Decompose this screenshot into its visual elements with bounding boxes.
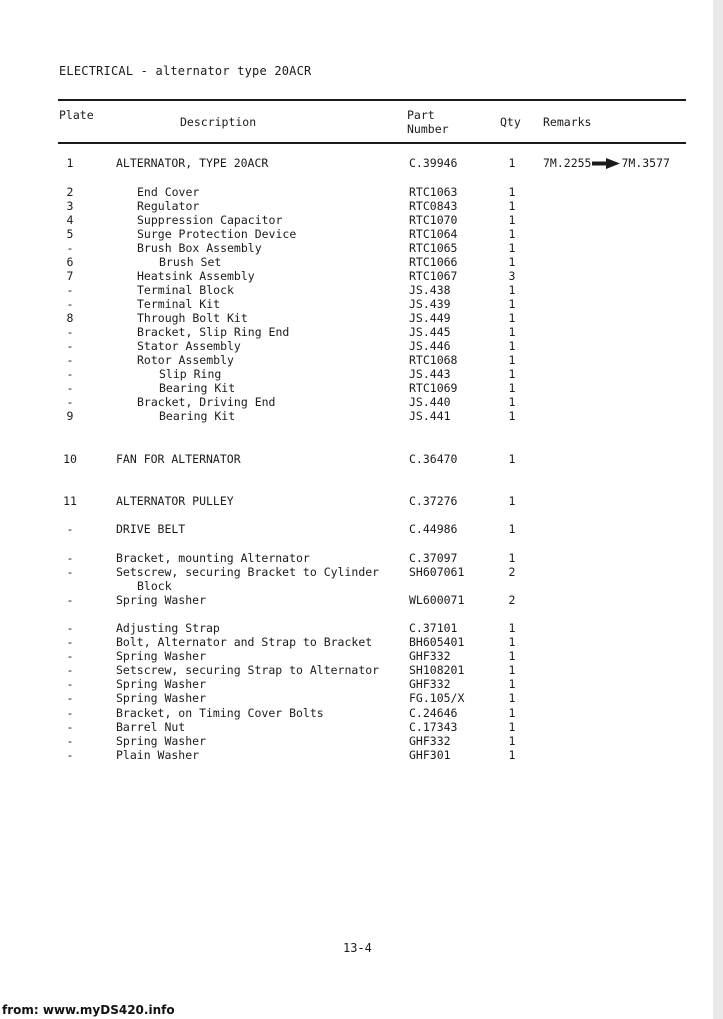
plate-cell: - <box>66 565 74 579</box>
part-number-cell: GHF332 <box>409 677 451 691</box>
qty-cell: 1 <box>508 635 516 649</box>
part-number-cell: C.44986 <box>409 522 458 536</box>
qty-cell: 1 <box>508 199 516 213</box>
table-row <box>0 551 713 565</box>
plate-cell: - <box>66 593 74 607</box>
table-row <box>0 325 713 339</box>
header-description: Description <box>180 115 257 129</box>
qty-cell: 1 <box>508 213 516 227</box>
qty-cell: 1 <box>508 677 516 691</box>
qty-cell: 1 <box>508 381 516 395</box>
part-number-cell: RTC1064 <box>409 227 458 241</box>
description-cell: DRIVE BELT <box>116 522 186 536</box>
description-cell: Suppression Capacitor <box>137 213 283 227</box>
qty-cell: 1 <box>508 395 516 409</box>
part-number-cell: JS.438 <box>409 283 451 297</box>
plate-cell: 9 <box>66 409 74 423</box>
table-row <box>0 199 713 213</box>
part-number-cell: RTC0843 <box>409 199 458 213</box>
description-cell: Setscrew, securing Strap to Alternator <box>116 663 380 677</box>
description-cell: Heatsink Assembly <box>137 269 255 283</box>
table-row <box>0 565 713 579</box>
part-number-cell: JS.446 <box>409 339 451 353</box>
qty-cell: 1 <box>508 409 516 423</box>
remarks-cell <box>543 156 670 170</box>
description-cell: Through Bolt Kit <box>137 311 248 325</box>
part-number-cell: C.24646 <box>409 706 458 720</box>
part-number-cell: FG.105/X <box>409 691 465 705</box>
description-cell: Terminal Block <box>137 283 234 297</box>
table-top-rule <box>58 99 686 101</box>
description-cell: Spring Washer <box>116 677 207 691</box>
remark-to: 7M.3577 <box>621 156 670 170</box>
table-row <box>0 227 713 241</box>
qty-cell: 1 <box>508 452 516 466</box>
table-row <box>0 663 713 677</box>
qty-cell: 1 <box>508 185 516 199</box>
table-row <box>0 269 713 283</box>
page-title: ELECTRICAL - alternator type 20ACR <box>59 64 312 78</box>
qty-cell: 1 <box>508 241 516 255</box>
table-row <box>0 691 713 705</box>
plate-cell: - <box>66 621 74 635</box>
qty-cell: 1 <box>508 691 516 705</box>
part-number-cell: RTC1070 <box>409 213 458 227</box>
table-row <box>0 593 713 607</box>
description-cell: Block <box>137 579 172 593</box>
plate-cell: 5 <box>66 227 74 241</box>
plate-cell: 8 <box>66 311 74 325</box>
description-cell: Adjusting Strap <box>116 621 220 635</box>
plate-cell: - <box>66 395 74 409</box>
part-number-cell: SH108201 <box>409 663 465 677</box>
table-row <box>0 452 713 466</box>
description-cell: Setscrew, securing Bracket to Cylinder <box>116 565 380 579</box>
plate-cell: - <box>66 339 74 353</box>
header-plate: Plate <box>59 108 94 122</box>
plate-cell: - <box>66 663 74 677</box>
part-number-cell: BH605401 <box>409 635 465 649</box>
qty-cell: 1 <box>508 353 516 367</box>
description-cell: Regulator <box>137 199 200 213</box>
description-cell: FAN FOR ALTERNATOR <box>116 452 241 466</box>
part-number-cell: JS.449 <box>409 311 451 325</box>
part-number-cell: C.36470 <box>409 452 458 466</box>
qty-cell: 1 <box>508 255 516 269</box>
table-row <box>0 635 713 649</box>
part-number-cell: SH607061 <box>409 565 465 579</box>
part-number-cell: RTC1066 <box>409 255 458 269</box>
part-number-cell: C.17343 <box>409 720 458 734</box>
part-number-cell: C.37101 <box>409 621 458 635</box>
description-cell: Spring Washer <box>116 691 207 705</box>
source-footer: from: www.myDS420.info <box>2 1003 175 1017</box>
qty-cell: 2 <box>508 565 516 579</box>
table-row <box>0 677 713 691</box>
table-row <box>0 649 713 663</box>
description-cell: ALTERNATOR, TYPE 20ACR <box>116 156 269 170</box>
plate-cell: - <box>66 367 74 381</box>
qty-cell: 1 <box>508 311 516 325</box>
plate-cell: 1 <box>66 156 74 170</box>
plate-cell: 3 <box>66 199 74 213</box>
qty-cell: 1 <box>508 325 516 339</box>
plate-cell: 2 <box>66 185 74 199</box>
page-number: 13-4 <box>343 941 372 955</box>
header-part <box>407 108 449 136</box>
plate-cell: - <box>66 635 74 649</box>
plate-cell: - <box>66 677 74 691</box>
plate-cell: - <box>66 720 74 734</box>
qty-cell: 1 <box>508 156 516 170</box>
qty-cell: 1 <box>508 339 516 353</box>
table-row <box>0 339 713 353</box>
table-row <box>0 720 713 734</box>
table-row <box>0 522 713 536</box>
table-row <box>0 297 713 311</box>
plate-cell: - <box>66 649 74 663</box>
part-number-cell: RTC1065 <box>409 241 458 255</box>
table-row <box>0 185 713 199</box>
scan-edge <box>713 0 723 1019</box>
plate-cell: - <box>66 691 74 705</box>
description-cell: End Cover <box>137 185 200 199</box>
table-row <box>0 494 713 508</box>
qty-cell: 2 <box>508 593 516 607</box>
qty-cell: 1 <box>508 649 516 663</box>
qty-cell: 1 <box>508 720 516 734</box>
plate-cell: - <box>66 551 74 565</box>
header-part-line1: Part <box>407 108 435 122</box>
description-cell: Brush Box Assembly <box>137 241 262 255</box>
table-row <box>0 241 713 255</box>
qty-cell: 1 <box>508 367 516 381</box>
qty-cell: 1 <box>508 551 516 565</box>
header-qty: Qty <box>500 115 521 129</box>
part-number-cell: JS.445 <box>409 325 451 339</box>
description-cell: Bracket, mounting Alternator <box>116 551 310 565</box>
table-row <box>0 395 713 409</box>
qty-cell: 3 <box>508 269 516 283</box>
description-cell: Slip Ring <box>159 367 222 381</box>
table-row <box>0 748 713 762</box>
description-cell: Barrel Nut <box>116 720 186 734</box>
part-number-cell: JS.443 <box>409 367 451 381</box>
description-cell: Rotor Assembly <box>137 353 234 367</box>
header-remarks: Remarks <box>543 115 592 129</box>
part-number-cell: RTC1063 <box>409 185 458 199</box>
qty-cell: 1 <box>508 227 516 241</box>
description-cell: Bracket, on Timing Cover Bolts <box>116 706 324 720</box>
table-row <box>0 283 713 297</box>
table-row <box>0 353 713 367</box>
table-row-continuation <box>0 579 713 593</box>
plate-cell: - <box>66 748 74 762</box>
remark-from: 7M.2255 <box>543 156 592 170</box>
description-cell: Bolt, Alternator and Strap to Bracket <box>116 635 373 649</box>
table-row <box>0 409 713 423</box>
table-row <box>0 311 713 325</box>
description-cell: Surge Protection Device <box>137 227 297 241</box>
description-cell: ALTERNATOR PULLEY <box>116 494 234 508</box>
qty-cell: 1 <box>508 297 516 311</box>
part-number-cell: GHF332 <box>409 649 451 663</box>
part-number-cell: JS.440 <box>409 395 451 409</box>
description-cell: Plain Washer <box>116 748 200 762</box>
description-cell: Bearing Kit <box>159 409 236 423</box>
table-header-rule <box>58 142 686 144</box>
plate-cell: - <box>66 297 74 311</box>
part-number-cell: C.37097 <box>409 551 458 565</box>
header-part-line2: Number <box>407 122 449 136</box>
table-row <box>0 255 713 269</box>
description-cell: Stator Assembly <box>137 339 241 353</box>
table-row <box>0 156 713 170</box>
part-number-cell: GHF301 <box>409 748 451 762</box>
plate-cell: 7 <box>66 269 74 283</box>
qty-cell: 1 <box>508 734 516 748</box>
description-cell: Spring Washer <box>116 649 207 663</box>
part-number-cell: JS.439 <box>409 297 451 311</box>
description-cell: Spring Washer <box>116 734 207 748</box>
right-arrow-icon <box>592 158 620 169</box>
plate-cell: 10 <box>63 452 77 466</box>
description-cell: Bearing Kit <box>159 381 236 395</box>
plate-cell: - <box>66 241 74 255</box>
table-row <box>0 213 713 227</box>
plate-cell: - <box>66 353 74 367</box>
plate-cell: - <box>66 325 74 339</box>
description-cell: Spring Washer <box>116 593 207 607</box>
part-number-cell: JS.441 <box>409 409 451 423</box>
part-number-cell: C.37276 <box>409 494 458 508</box>
plate-cell: 11 <box>63 494 77 508</box>
plate-cell: - <box>66 522 74 536</box>
plate-cell: 6 <box>66 255 74 269</box>
qty-cell: 1 <box>508 621 516 635</box>
plate-cell: - <box>66 734 74 748</box>
description-cell: Brush Set <box>159 255 222 269</box>
qty-cell: 1 <box>508 706 516 720</box>
part-number-cell: RTC1069 <box>409 381 458 395</box>
description-cell: Terminal Kit <box>137 297 221 311</box>
qty-cell: 1 <box>508 494 516 508</box>
qty-cell: 1 <box>508 283 516 297</box>
part-number-cell: GHF332 <box>409 734 451 748</box>
part-number-cell: RTC1068 <box>409 353 458 367</box>
table-row <box>0 706 713 720</box>
plate-cell: 4 <box>66 213 74 227</box>
qty-cell: 1 <box>508 522 516 536</box>
table-row <box>0 621 713 635</box>
qty-cell: 1 <box>508 663 516 677</box>
plate-cell: - <box>66 706 74 720</box>
table-row <box>0 367 713 381</box>
qty-cell: 1 <box>508 748 516 762</box>
description-cell: Bracket, Driving End <box>137 395 276 409</box>
part-number-cell: WL600071 <box>409 593 465 607</box>
part-number-cell: RTC1067 <box>409 269 458 283</box>
part-number-cell: C.39946 <box>409 156 458 170</box>
description-cell: Bracket, Slip Ring End <box>137 325 290 339</box>
plate-cell: - <box>66 283 74 297</box>
table-row <box>0 381 713 395</box>
plate-cell: - <box>66 381 74 395</box>
table-row <box>0 734 713 748</box>
